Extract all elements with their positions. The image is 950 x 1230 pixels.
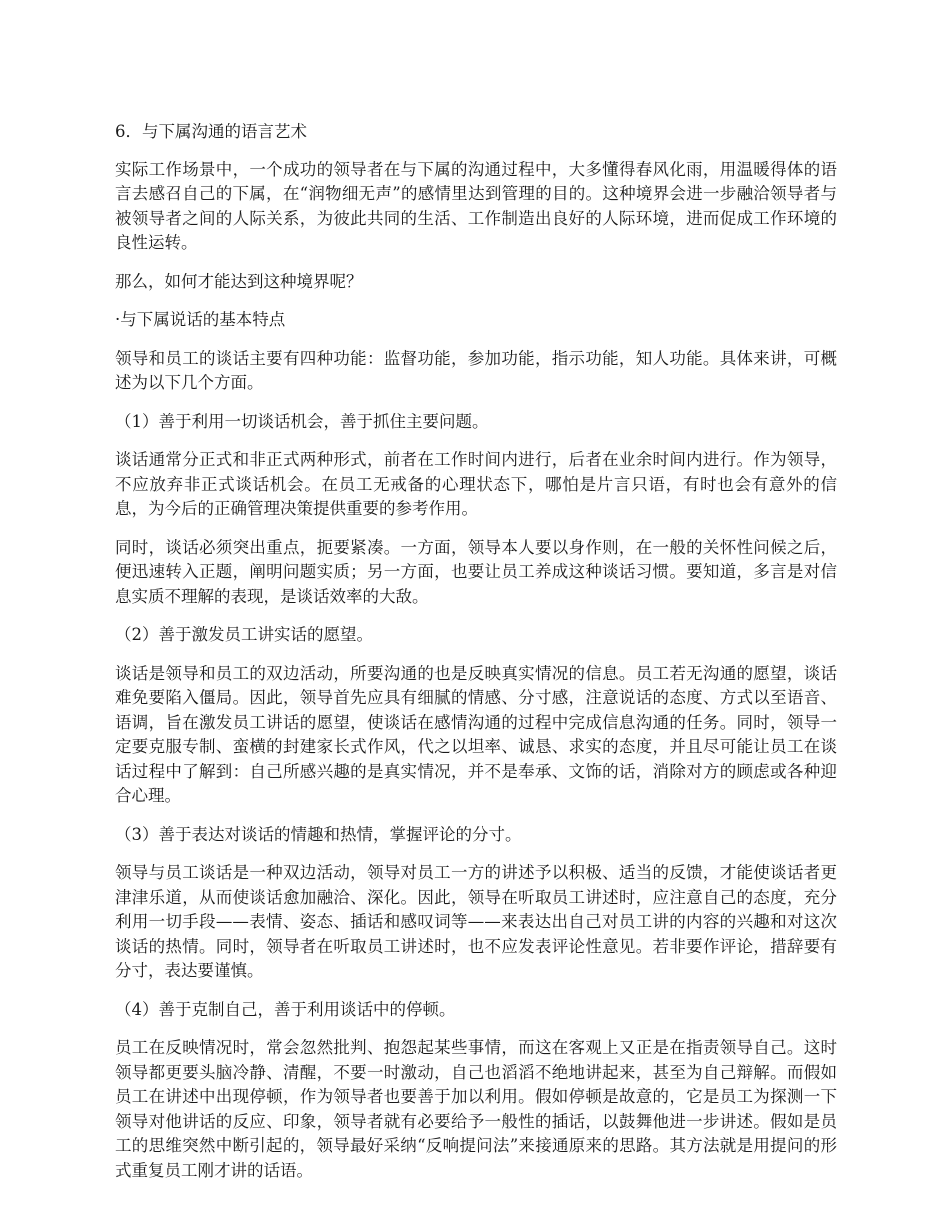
point-2-heading: （2）善于激发员工讲实话的愿望。 [115, 625, 373, 644]
point-1-paragraph-2: 同时，谈话必须突出重点，扼要紧凑。一方面，领导本人要以身作则，在一般的关怀性问候之后，便迅速转入正题，阐明问题实质；另一方面，也要让员工养成这种谈话习惯。要知道，多言是对信息实质不理解的表现，是谈话效率的大敌。 [115, 537, 837, 606]
point-3-heading: （3）善于表达对谈话的情趣和热情，掌握评论的分寸。 [115, 824, 522, 844]
point-1-heading: （1）善于利用一切谈话机会，善于抓住主要问题。 [115, 411, 489, 431]
question-paragraph: 那么，如何才能达到这种境界呢？ [115, 271, 363, 291]
point-4-paragraph: 员工在反映情况时，常会忽然批判、抱怨起某些事情，而这在客观上又正是在指责领导自己。这时领导都更要头脑冷静、清醒，不要一时激动，自己也滔滔不绝地讲起来，甚至为自己辩解。而假如员工在讲述中出现停顿，作为领导者也要善于加以利用。假如停顿是故意的，它是员工为探测一下领导对他讲话的反应、印象，领导者就有必要给予一般性的插话，以鼓舞他进一步讲述。假如是员工的思维突然中断引起的，领导最好采纳“反响提问法”来接通原来的思路。其方法就是用提问的形式重复员工刚才讲的话语。 [115, 1038, 837, 1180]
section-heading: 6．与下属沟通的语言艺术 [115, 122, 307, 141]
point-3-paragraph: 领导与员工谈话是一种双边活动，领导对员工一方的讲述予以积极、适当的反馈，才能使谈话者更津津乐道，从而使谈话愈加融洽、深化。因此，领导在听取员工讲述时，应注意自己的态度，充分利用一切手段——表情、姿态、插话和感叹词等——来表达出自己对员工讲的内容的兴趣和对这次谈话的热情。同时，领导者在听取员工讲述时，也不应发表评论性意见。若非要作评论，措辞要有分寸，表达要谨慎。 [115, 863, 837, 980]
point-1-paragraph-1: 谈话通常分正式和非正式两种形式，前者在工作时间内进行，后者在业余时间内进行。作为领导，不应放弃非正式谈话机会。在员工无戒备的心理状态下，哪怕是片言只语，有时也会有意外的信息，为今后的正确管理决策提供重要的参考作用。 [115, 450, 837, 518]
document-page [115, 120, 837, 1197]
subheading-basic-features: ·与下属说话的基本特点 [115, 310, 286, 329]
intro-paragraph: 实际工作场景中，一个成功的领导者在与下属的沟通过程中，大多懂得春风化雨，用温暖得体的语言去感召自己的下属，在“润物细无声”的感情里达到管理的目的。这种境界会进一步融洽领导者与被领导者之间的人际关系，为彼此共同的生活、工作制造出良好的人际环境，进而促成工作环境的良性运转。 [115, 159, 837, 252]
functions-paragraph: 领导和员工的谈话主要有四种功能：监督功能，参加功能，指示功能，知人功能。具体来讲，可概述为以下几个方面。 [115, 348, 837, 392]
point-2-paragraph: 谈话是领导和员工的双边活动，所要沟通的也是反映真实情况的信息。员工若无沟通的愿望，谈话难免要陷入僵局。因此，领导首先应具有细腻的情感、分寸感，注意说话的态度、方式以至语音、语调，旨在激发员工讲话的愿望，使谈话在感情沟通的过程中完成信息沟通的任务。同时，领导一定要克服专制、蛮横的封建家长式作风，代之以坦率、诚恳、求实的态度，并且尽可能让员工在谈话过程中了解到：自己所感兴趣的是真实情况，并不是奉承、文饰的话，消除对方的顾虑或各种迎合心理。 [115, 663, 837, 805]
point-4-heading: （4）善于克制自己，善于利用谈话中的停顿。 [115, 999, 456, 1019]
